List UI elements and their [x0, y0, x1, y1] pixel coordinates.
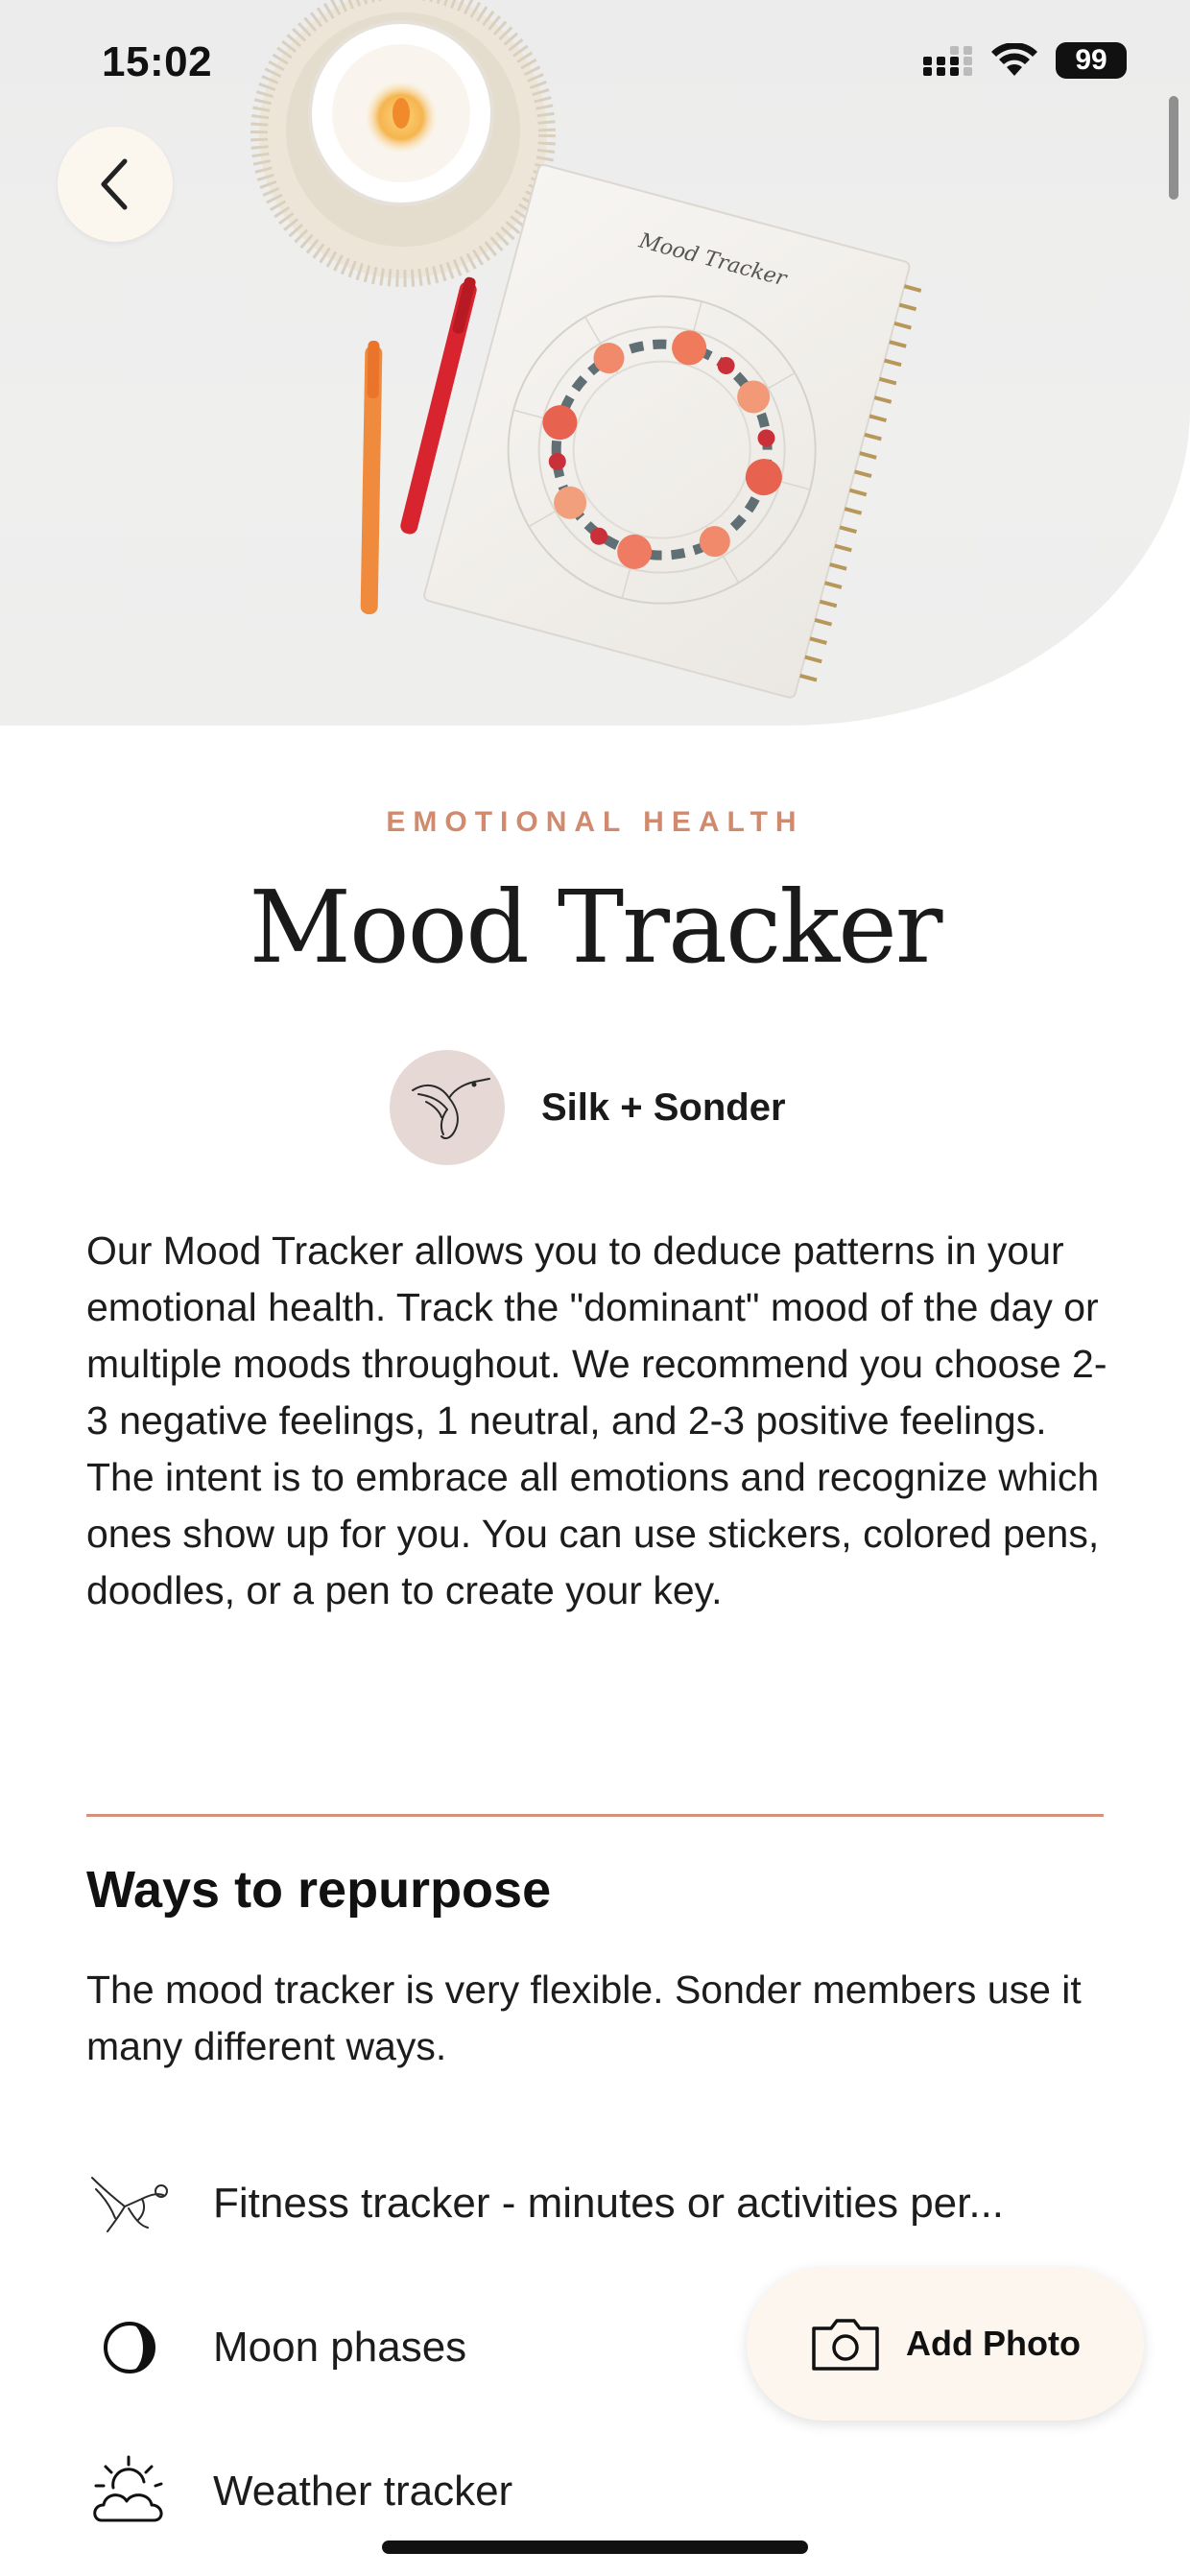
- cellular-signal-icon: [923, 45, 973, 76]
- page-title: Mood Tracker: [249, 869, 941, 986]
- journal-title: Mood Tracker: [636, 228, 789, 292]
- coaster: [259, 0, 547, 278]
- author-name: Silk + Sonder: [541, 1085, 786, 1129]
- section-divider: [86, 1814, 1104, 1817]
- status-time: 15:02: [102, 38, 213, 85]
- orange-pen: [361, 341, 383, 614]
- moon-phase-icon: [101, 2319, 158, 2376]
- wifi-icon: [990, 43, 1038, 78]
- avatar: [390, 1050, 505, 1165]
- list-item-moon-phases[interactable]: [86, 2309, 466, 2386]
- home-indicator[interactable]: [382, 2540, 808, 2554]
- camera-icon: [810, 2315, 881, 2373]
- add-photo-button[interactable]: [747, 2267, 1144, 2421]
- hero-image: [0, 0, 1190, 726]
- category-label: EMOTIONAL HEALTH: [386, 806, 804, 838]
- section-text: The mood tracker is very flexible. Sonder members use it many different ways.: [86, 1968, 1082, 2068]
- list-item-label: Moon phases: [213, 2324, 467, 2371]
- list-item-fitness[interactable]: [86, 2165, 1004, 2242]
- battery-indicator: 99: [1056, 42, 1127, 79]
- fitness-figure-icon: [86, 2170, 173, 2237]
- back-button[interactable]: [58, 127, 173, 242]
- list-item-label: Fitness tracker - minutes or activities per...: [213, 2180, 1005, 2227]
- add-photo-label: Add Photo: [906, 2324, 1081, 2363]
- scroll-indicator[interactable]: [1169, 96, 1178, 200]
- status-icons: [923, 42, 1127, 79]
- weather-sun-cloud-icon: [86, 2453, 173, 2530]
- section-title: Ways to repurpose: [86, 1861, 552, 1919]
- list-item-weather[interactable]: [86, 2453, 512, 2530]
- chevron-left-icon: [94, 155, 136, 213]
- hummingbird-icon: [399, 1060, 495, 1156]
- list-item-label: Weather tracker: [213, 2468, 513, 2515]
- description-text: Our Mood Tracker allows you to deduce patterns in your emotional health. Track the "dominant" mood of the day or multiple moods throughout. We recommend you choose 2-3 negative feelings, 1 neutral, and 2-3 positive feelings. The intent is to embrace all emotions and recognize which ones show up for you. You can use stickers, colored pens, doodles, or a pen to create your key.: [86, 1228, 1107, 1612]
- author-link[interactable]: [390, 1050, 786, 1165]
- hero-illustration: [0, 0, 1190, 726]
